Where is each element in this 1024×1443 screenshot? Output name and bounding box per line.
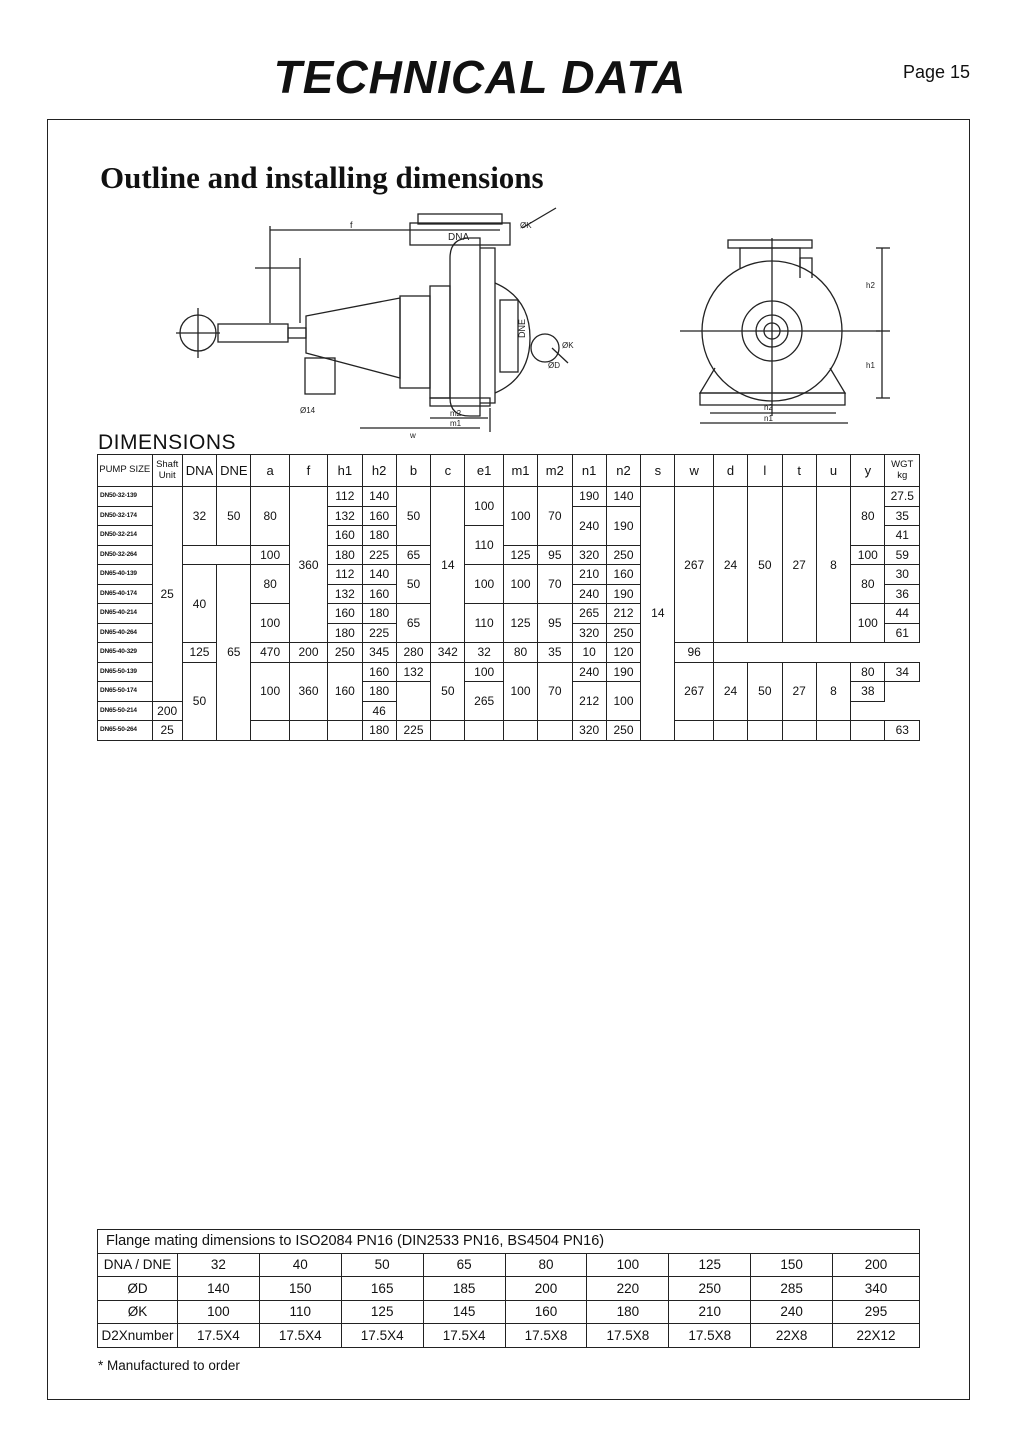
- page-number: Page 15: [902, 62, 970, 82]
- table-cell: 32: [465, 643, 503, 663]
- table-cell: 140: [606, 487, 640, 507]
- pump-size-cell: DN50-32-174: [98, 506, 153, 526]
- table-cell: 160: [362, 506, 396, 526]
- table-cell: 14: [431, 487, 465, 643]
- table-cell: 14: [641, 487, 675, 741]
- flange-cell: 150: [259, 1277, 341, 1301]
- table-cell: 110: [465, 526, 503, 565]
- table-cell: 65: [396, 604, 430, 643]
- table-cell: 44: [885, 604, 920, 624]
- flange-row-label: D2Xnumber: [98, 1324, 178, 1348]
- col-header: h1: [328, 455, 362, 487]
- pump-size-cell: DN65-40-174: [98, 584, 153, 604]
- table-cell: 65: [396, 545, 430, 565]
- col-header: m2: [538, 455, 572, 487]
- table-cell: 140: [362, 565, 396, 585]
- svg-text:ØD: ØD: [548, 361, 560, 370]
- table-cell: 35: [538, 643, 572, 663]
- table-cell: 265: [465, 682, 503, 721]
- table-cell: 267: [675, 487, 713, 643]
- table-cell: 125: [503, 604, 537, 643]
- table-cell: 41: [885, 526, 920, 546]
- svg-text:m2: m2: [450, 409, 462, 418]
- page-title: TECHNICAL DATA: [273, 51, 687, 103]
- table-cell: [251, 721, 289, 741]
- table-cell: 100: [851, 604, 885, 643]
- table-cell: 50: [217, 487, 251, 546]
- col-header: WGT kg: [885, 455, 920, 487]
- flange-cell: 285: [751, 1277, 833, 1301]
- table-cell: 225: [362, 545, 396, 565]
- table-cell: [851, 721, 885, 741]
- col-header: d: [713, 455, 747, 487]
- pump-size-cell: DN50-32-214: [98, 526, 153, 546]
- flange-cell: 220: [587, 1277, 669, 1301]
- table-cell: [465, 721, 503, 741]
- table-cell: [503, 721, 537, 741]
- pump-size-cell: DN65-40-139: [98, 565, 153, 585]
- pump-side-view: [176, 208, 574, 440]
- table-cell: 70: [538, 487, 572, 546]
- flange-cell: 32: [177, 1253, 259, 1277]
- flange-cell: 50: [341, 1253, 423, 1277]
- flange-row-label: ØD: [98, 1277, 178, 1301]
- dimensions-heading: DIMENSIONS: [98, 431, 237, 454]
- table-cell: 160: [328, 526, 362, 546]
- flange-row: [98, 1324, 920, 1348]
- table-cell: 46: [362, 701, 396, 721]
- table-cell: 250: [606, 545, 640, 565]
- table-cell: 95: [538, 604, 572, 643]
- table-cell: 80: [851, 662, 885, 682]
- table-cell: 100: [251, 545, 289, 565]
- table-cell: 34: [885, 662, 920, 682]
- flange-cell: 100: [587, 1253, 669, 1277]
- flange-cell: 185: [423, 1277, 505, 1301]
- table-cell: 100: [251, 662, 289, 721]
- table-cell: 160: [328, 604, 362, 624]
- table-cell: 80: [851, 565, 885, 604]
- dimensions-body: [98, 487, 920, 741]
- table-cell: 210: [572, 565, 606, 585]
- table-cell: 345: [362, 643, 396, 663]
- table-cell: 32: [182, 487, 216, 546]
- table-cell: 30: [885, 565, 920, 585]
- table-cell: 200: [152, 701, 182, 721]
- table-cell: 190: [606, 584, 640, 604]
- flange-cell: 17.5X4: [177, 1324, 259, 1348]
- table-cell: 100: [465, 662, 503, 682]
- flange-cell: 250: [669, 1277, 751, 1301]
- pump-size-cell: DN65-40-214: [98, 604, 153, 624]
- table-cell: 320: [572, 623, 606, 643]
- table-cell: 320: [572, 721, 606, 741]
- table-cell: 112: [328, 565, 362, 585]
- table-cell: 95: [538, 545, 572, 565]
- flange-cell: 180: [587, 1300, 669, 1324]
- pump-outline-drawing: [100, 188, 920, 458]
- svg-text:n1: n1: [764, 414, 773, 423]
- flange-cell: 17.5X8: [587, 1324, 669, 1348]
- table-cell: 25: [152, 487, 182, 702]
- svg-text:f: f: [350, 220, 353, 230]
- table-cell: 50: [431, 662, 465, 721]
- table-cell: [675, 721, 713, 741]
- table-cell: 132: [328, 584, 362, 604]
- table-cell: 212: [572, 682, 606, 721]
- table-cell: 180: [328, 623, 362, 643]
- table-cell: 250: [328, 643, 362, 663]
- pump-size-cell: DN65-40-329: [98, 643, 153, 663]
- table-cell: 100: [503, 662, 537, 721]
- table-cell: 70: [538, 565, 572, 604]
- table-cell: 180: [362, 604, 396, 624]
- table-cell: 180: [328, 545, 362, 565]
- flange-cell: 100: [177, 1300, 259, 1324]
- table-cell: 59: [885, 545, 920, 565]
- table-cell: 70: [538, 662, 572, 721]
- table-cell: 80: [503, 643, 537, 663]
- table-cell: 120: [606, 643, 640, 663]
- flange-cell: 340: [833, 1277, 920, 1301]
- table-cell: 100: [251, 604, 289, 643]
- table-cell: [782, 721, 816, 741]
- table-cell: [328, 721, 362, 741]
- table-cell: 24: [713, 487, 747, 643]
- flange-cell: 22X12: [833, 1324, 920, 1348]
- flange-row: [98, 1277, 920, 1301]
- flange-row-label: ØK: [98, 1300, 178, 1324]
- table-cell: [289, 721, 327, 741]
- svg-text:m1: m1: [450, 419, 462, 428]
- table-cell: 160: [362, 662, 396, 682]
- table-cell: 50: [748, 487, 782, 643]
- table-cell: 240: [572, 662, 606, 682]
- table-cell: [748, 721, 782, 741]
- table-cell: 100: [465, 487, 503, 526]
- table-cell: 38: [851, 682, 885, 702]
- col-header: n1: [572, 455, 606, 487]
- col-header: b: [396, 455, 430, 487]
- col-header: DNE: [217, 455, 251, 487]
- flange-cell: 80: [505, 1253, 587, 1277]
- table-cell: 250: [606, 721, 640, 741]
- flange-cell: 295: [833, 1300, 920, 1324]
- table-cell: 100: [503, 487, 537, 546]
- col-header: a: [251, 455, 289, 487]
- flange-cell: 140: [177, 1277, 259, 1301]
- table-cell: 100: [606, 682, 640, 721]
- table-cell: 24: [713, 662, 747, 721]
- svg-text:DNA: DNA: [448, 232, 470, 243]
- pump-size-cell: DN50-32-139: [98, 487, 153, 507]
- pump-size-cell: DN65-40-264: [98, 623, 153, 643]
- table-cell: 10: [572, 643, 606, 663]
- flange-cell: 240: [751, 1300, 833, 1324]
- flange-title: Flange mating dimensions to ISO2084 PN16 (DIN2533 PN16, BS4504 PN16): [98, 1230, 920, 1254]
- table-cell: 212: [606, 604, 640, 624]
- table-cell: 63: [885, 721, 920, 741]
- flange-cell: 125: [669, 1253, 751, 1277]
- svg-text:w: w: [410, 431, 416, 440]
- table-cell: 132: [396, 662, 430, 682]
- table-cell: 25: [152, 721, 182, 741]
- table-cell: 125: [503, 545, 537, 565]
- table-cell: 100: [851, 545, 885, 565]
- table-cell: 342: [431, 643, 465, 663]
- col-header: w: [675, 455, 713, 487]
- table-cell: 8: [816, 662, 850, 721]
- table-cell: 100: [503, 565, 537, 604]
- table-cell: 160: [606, 565, 640, 585]
- table-cell: 267: [675, 662, 713, 721]
- table-cell: 80: [251, 565, 289, 604]
- flange-cell: 65: [423, 1253, 505, 1277]
- svg-text:Ø14: Ø14: [300, 406, 316, 415]
- flange-table: [97, 1229, 920, 1348]
- table-cell: 61: [885, 623, 920, 643]
- table-cell: 265: [572, 604, 606, 624]
- col-header: c: [431, 455, 465, 487]
- flange-cell: 165: [341, 1277, 423, 1301]
- flange-cell: 150: [751, 1253, 833, 1277]
- col-header: l: [748, 455, 782, 487]
- table-cell: 160: [328, 662, 362, 721]
- flange-cell: 17.5X8: [669, 1324, 751, 1348]
- col-header: f: [289, 455, 327, 487]
- table-cell: 180: [362, 682, 396, 702]
- table-cell: 8: [816, 487, 850, 643]
- table-row: [98, 487, 920, 507]
- table-cell: 96: [675, 643, 713, 663]
- flange-cell: 22X8: [751, 1324, 833, 1348]
- table-cell: 250: [606, 623, 640, 643]
- pump-size-cell: DN65-50-139: [98, 662, 153, 682]
- pump-front-view: [680, 238, 890, 423]
- table-cell: 27: [782, 662, 816, 721]
- table-cell: 140: [362, 487, 396, 507]
- table-cell: [538, 721, 572, 741]
- table-cell: 360: [289, 487, 327, 643]
- table-cell: 50: [396, 487, 430, 546]
- flange-row: [98, 1300, 920, 1324]
- col-header: m1: [503, 455, 537, 487]
- table-cell: 50: [182, 662, 216, 740]
- table-cell: 190: [606, 662, 640, 682]
- flange-cell: 210: [669, 1300, 751, 1324]
- table-cell: 110: [465, 604, 503, 643]
- table-cell: 36: [885, 584, 920, 604]
- table-cell: 240: [572, 584, 606, 604]
- table-cell: 160: [362, 584, 396, 604]
- svg-text:ØK: ØK: [562, 341, 574, 350]
- table-cell: 190: [572, 487, 606, 507]
- flange-cell: 40: [259, 1253, 341, 1277]
- table-cell: 65: [217, 565, 251, 741]
- table-cell: 240: [572, 506, 606, 545]
- col-header: y: [851, 455, 885, 487]
- table-cell: 125: [182, 643, 216, 663]
- flange-cell: 17.5X8: [505, 1324, 587, 1348]
- table-cell: [713, 721, 747, 741]
- flange-cell: 17.5X4: [259, 1324, 341, 1348]
- table-cell: 225: [396, 721, 430, 741]
- table-cell: 112: [328, 487, 362, 507]
- table-cell: [396, 682, 430, 721]
- table-cell: 80: [851, 487, 885, 546]
- col-header: t: [782, 455, 816, 487]
- flange-cell: 125: [341, 1300, 423, 1324]
- pump-size-cell: DN50-32-264: [98, 545, 153, 565]
- table-cell: 320: [572, 545, 606, 565]
- table-cell: 132: [328, 506, 362, 526]
- svg-text:n2: n2: [764, 403, 773, 412]
- table-cell: 360: [289, 662, 327, 721]
- table-cell: 50: [748, 662, 782, 721]
- flange-body: [98, 1253, 920, 1347]
- flange-cell: 200: [505, 1277, 587, 1301]
- flange-cell: 17.5X4: [341, 1324, 423, 1348]
- dimensions-header-row: [98, 455, 920, 487]
- svg-text:ØK: ØK: [520, 221, 532, 230]
- table-cell: 200: [289, 643, 327, 663]
- pump-size-cell: DN65-50-214: [98, 701, 153, 721]
- flange-cell: 160: [505, 1300, 587, 1324]
- flange-cell: 145: [423, 1300, 505, 1324]
- table-cell: 180: [362, 721, 396, 741]
- pump-size-cell: DN65-50-264: [98, 721, 153, 741]
- table-cell: 27: [782, 487, 816, 643]
- table-cell: 40: [182, 565, 216, 643]
- svg-text:DNE: DNE: [517, 318, 527, 338]
- flange-cell: 200: [833, 1253, 920, 1277]
- table-cell: [816, 721, 850, 741]
- col-header: e1: [465, 455, 503, 487]
- table-cell: 100: [465, 565, 503, 604]
- table-cell: 27.5: [885, 487, 920, 507]
- dimensions-table: [97, 454, 920, 741]
- table-cell: 190: [606, 506, 640, 545]
- table-cell: 80: [251, 487, 289, 546]
- table-cell: 35: [885, 506, 920, 526]
- pump-size-cell: DN65-50-174: [98, 682, 153, 702]
- flange-row: [98, 1253, 920, 1277]
- table-cell: 280: [396, 643, 430, 663]
- table-cell: [182, 545, 251, 565]
- table-cell: 225: [362, 623, 396, 643]
- table-cell: 470: [251, 643, 289, 663]
- col-header: u: [816, 455, 850, 487]
- svg-text:h2: h2: [866, 281, 875, 290]
- col-header: h2: [362, 455, 396, 487]
- col-header: s: [641, 455, 675, 487]
- col-header: DNA: [182, 455, 216, 487]
- flange-cell: 17.5X4: [423, 1324, 505, 1348]
- table-cell: [431, 721, 465, 741]
- table-cell: 180: [362, 526, 396, 546]
- flange-cell: 110: [259, 1300, 341, 1324]
- col-header: PUMP SIZE: [98, 455, 153, 487]
- flange-row-label: DNA / DNE: [98, 1253, 178, 1277]
- col-header: n2: [606, 455, 640, 487]
- footnote: * Manufactured to order: [98, 1358, 240, 1373]
- table-cell: 50: [396, 565, 430, 604]
- col-header: Shaft Unit: [152, 455, 182, 487]
- section-title: Outline and installing dimensions: [100, 160, 544, 195]
- svg-text:h1: h1: [866, 361, 875, 370]
